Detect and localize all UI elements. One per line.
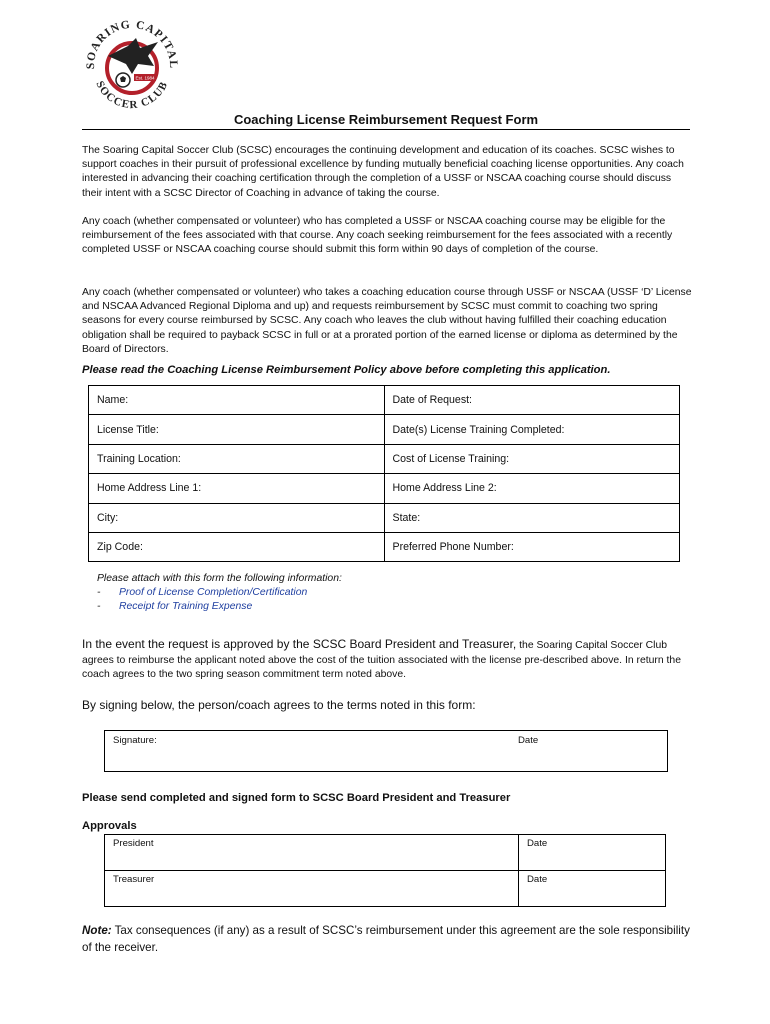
table-row: [89, 386, 680, 415]
signature-date-label: Date: [518, 735, 539, 746]
name-field[interactable]: Name:: [89, 386, 385, 415]
treasurer-date-field[interactable]: Date: [519, 871, 666, 907]
club-logo-graphic: [78, 8, 186, 116]
note-label: Note:: [82, 924, 112, 937]
logo-est: Est. 1984: [135, 75, 155, 81]
list-dash: -: [97, 587, 101, 598]
address-line-1-field[interactable]: Home Address Line 1:: [89, 474, 385, 503]
form-title: Coaching License Reimbursement Request Form: [82, 112, 690, 130]
phone-number-field[interactable]: Preferred Phone Number:: [384, 532, 680, 561]
training-cost-field[interactable]: Cost of License Training:: [384, 444, 680, 473]
application-fields-table: [88, 385, 680, 562]
date-of-request-field[interactable]: Date of Request:: [384, 386, 680, 415]
table-row: [105, 871, 666, 907]
approvals-heading: Approvals: [82, 820, 137, 832]
table-row: [89, 532, 680, 561]
list-dash: -: [97, 601, 101, 612]
policy-note: Please read the Coaching License Reimbursement Policy above before completing this application.: [82, 364, 611, 376]
commitment-paragraph: Any coach (whether compensated or volunteer) who takes a coaching education course through USSF or NSCAA (USSF ‘D’ License and NSCAA Advanced Regional Diploma and up) and requests reimbursement by SCSC must commit to coaching two spring seasons for every course reimbursed by SCSC. Any coach who leaves the club without having fulfilled their coaching education obligation shall be required to payback SCSC in full or at a prorated portion of the earned license or diploma as determined by the Board of Directors.: [82, 287, 692, 355]
president-signature-field[interactable]: President: [105, 835, 519, 871]
club-logo: [78, 8, 186, 116]
training-completed-date-field[interactable]: Date(s) License Training Completed:: [384, 415, 680, 444]
address-line-2-field[interactable]: Home Address Line 2:: [384, 474, 680, 503]
send-instructions: Please send completed and signed form to SCSC Board President and Treasurer: [82, 792, 511, 804]
agreement-statement: By signing below, the person/coach agrees to the terms noted in this form:: [82, 698, 476, 712]
intro-paragraph: The Soaring Capital Soccer Club (SCSC) encourages the continuing development and education of its coaches. SCSC wishes to support coaches in their pursuit of professional excellence by funding mutually beneficial coaching license opportunities. Any coach interested in advancing their coaching certification through the completion of a USSF or NSCAA coaching course should discuss their intent with a SCSC Director of Coaching in advance of taking the course.: [82, 145, 684, 199]
license-title-field[interactable]: License Title:: [89, 415, 385, 444]
treasurer-signature-field[interactable]: Treasurer: [105, 871, 519, 907]
logo-bottom-text: SOCCER CLUB: [93, 79, 171, 112]
eligibility-paragraph: Any coach (whether compensated or volunteer) who has completed a USSF or NSCAA coaching course may be eligible for the reimbursement of the fees associated with that course. Any coach seeking reimbursement for the fees associated with a recently completed USSF or NSCAA coaching course should submit this form within 90 days of completion of the course.: [82, 216, 673, 256]
attachment-receipt: Receipt for Training Expense: [119, 601, 253, 612]
logo-top-text: SOARING CAPITAL: [84, 18, 180, 70]
list-item: [97, 600, 342, 614]
president-date-field[interactable]: Date: [519, 835, 666, 871]
state-field[interactable]: State:: [384, 503, 680, 532]
table-row: [89, 444, 680, 473]
attachments-list: [97, 572, 342, 614]
approval-terms-rest: the Soaring Capital Soccer Club agrees to reimburse the applicant noted above the cost of the tuition associated with the license pre-described above. In return the coach agrees to the two spring season commitment term noted above.: [82, 640, 681, 681]
signature-label: Signature:: [113, 735, 157, 746]
table-row: [89, 474, 680, 503]
tax-note: [82, 923, 692, 956]
approval-terms-paragraph: [82, 637, 692, 683]
approvals-table: [104, 834, 666, 907]
training-location-field[interactable]: Training Location:: [89, 444, 385, 473]
table-row: [105, 835, 666, 871]
attachment-proof-of-license: Proof of License Completion/Certification: [119, 587, 308, 598]
table-row: [89, 503, 680, 532]
city-field[interactable]: City:: [89, 503, 385, 532]
signature-box[interactable]: [104, 730, 668, 772]
zip-code-field[interactable]: Zip Code:: [89, 532, 385, 561]
table-row: [89, 415, 680, 444]
list-item: [97, 586, 342, 600]
approval-terms-lead: In the event the request is approved by the SCSC Board President and Treasurer,: [82, 637, 517, 651]
note-text: Tax consequences (if any) as a result of SCSC’s reimbursement under this agreement are the sole responsibility of the receiver.: [82, 924, 690, 954]
attachments-heading: Please attach with this form the following information:: [97, 573, 342, 584]
